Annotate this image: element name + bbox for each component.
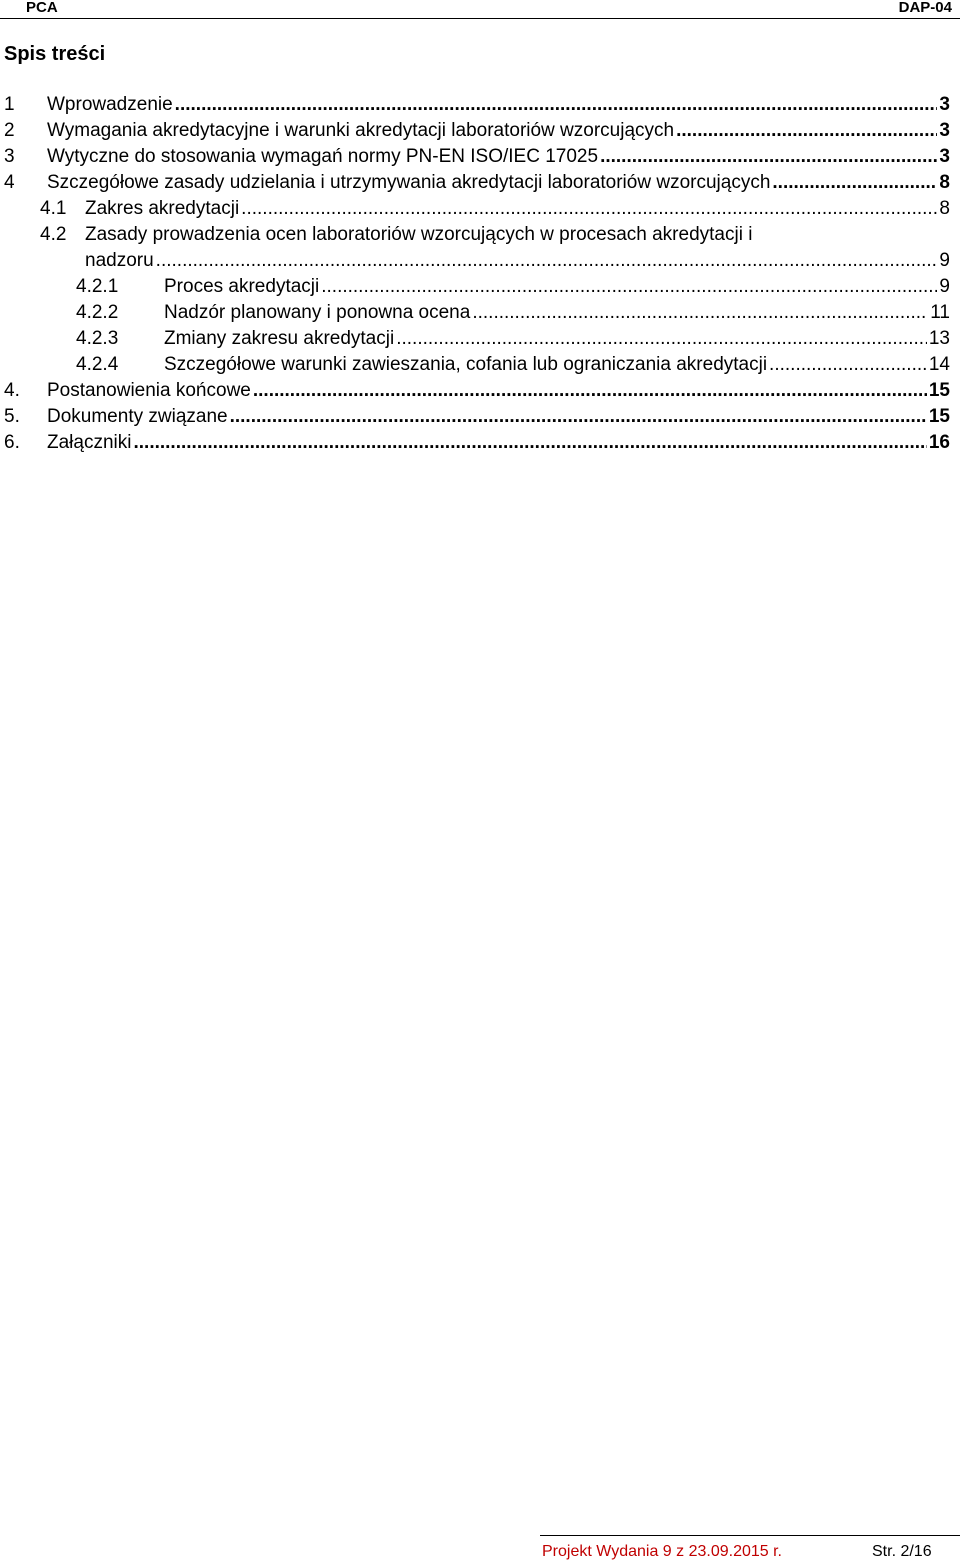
- toc-leader: [321, 274, 937, 300]
- toc-entry-page: 11: [930, 302, 950, 323]
- toc-entry-body: [47, 404, 950, 430]
- toc-entry-text: Zmiany zakresu akredytacji: [164, 328, 395, 349]
- toc-entry-number: 4.: [4, 380, 20, 401]
- toc-leader: [253, 378, 927, 404]
- toc-entry-text: Szczegółowe zasady udzielania i utrzymywania akredytacji laboratoriów wzorcujących: [47, 172, 771, 193]
- toc-entry-page: 13: [928, 328, 950, 349]
- toc-entry-text: Dokumenty związane: [47, 406, 228, 427]
- toc-entry-text: Proces akredytacji: [164, 276, 320, 297]
- toc-entry-6[interactable]: [0, 430, 960, 456]
- toc-leader: [133, 430, 926, 456]
- toc-leader: [769, 352, 927, 378]
- toc-entry-number: 5.: [4, 406, 20, 427]
- toc-entry-body: [164, 274, 950, 300]
- toc-entry-text: Postanowienia końcowe: [47, 380, 251, 401]
- toc-entry-body: [47, 144, 950, 170]
- toc-entry-page: 3: [939, 146, 950, 167]
- toc-entry-4-2-3[interactable]: [0, 326, 960, 352]
- toc-entry-text: Załączniki: [47, 432, 132, 453]
- toc-entry-4-2[interactable]: [0, 248, 960, 274]
- toc-entry-page: 8: [939, 198, 950, 219]
- toc-entry-page: 9: [939, 276, 950, 297]
- toc-entry-number: 4.2.2: [76, 302, 119, 323]
- toc-leader: [230, 404, 927, 430]
- toc-entry-number: 3: [4, 146, 15, 167]
- toc-entry-body: [85, 196, 950, 222]
- toc-entry-5[interactable]: [0, 404, 960, 430]
- toc-leader: [396, 326, 927, 352]
- toc-entry-text: Nadzór planowany i ponowna ocena: [164, 302, 471, 323]
- toc-leader: [676, 118, 937, 144]
- toc-entry-body: [164, 352, 950, 378]
- toc-entry-text: Wymagania akredytacyjne i warunki akredytacji laboratoriów wzorcujących: [47, 120, 675, 141]
- toc-entry-number: 4.1: [40, 198, 67, 219]
- toc-entry-page: 14: [928, 354, 950, 375]
- toc-entry-text: Zakres akredytacji: [85, 198, 240, 219]
- toc-leader: [241, 196, 937, 222]
- footer-project-edition: Projekt Wydania 9 z 23.09.2015 r.: [542, 1543, 782, 1560]
- toc-entry-number: 4.2.3: [76, 328, 119, 349]
- toc-entry-body: [47, 92, 950, 118]
- toc-entry-number: 4.2.4: [76, 354, 119, 375]
- toc-entry-2[interactable]: [0, 118, 960, 144]
- toc-entry-page: 9: [939, 250, 950, 271]
- toc-entry-text: nadzoru: [85, 250, 154, 271]
- toc-entry-text: Wprowadzenie: [47, 94, 173, 115]
- toc-leader: [472, 300, 928, 326]
- toc-entry-body: [47, 170, 950, 196]
- toc-entry-4[interactable]: [0, 170, 960, 196]
- toc-entry-body: [47, 430, 950, 456]
- toc-entry-page: 16: [928, 432, 950, 453]
- toc-entry-number: 6.: [4, 432, 20, 453]
- toc-entry-body: [164, 300, 950, 326]
- header-org: PCA: [26, 0, 58, 16]
- toc-leader: [156, 248, 938, 274]
- toc-entry-body: [164, 326, 950, 352]
- toc-entry-4-2-line1[interactable]: [0, 222, 960, 248]
- toc-entry-4-2-1[interactable]: [0, 274, 960, 300]
- toc-entry-page: 15: [928, 406, 950, 427]
- toc-entry-number: 2: [4, 120, 15, 141]
- toc-entry-body: [47, 118, 950, 144]
- toc-entry-text: Szczegółowe warunki zawieszania, cofania lub ograniczania akredytacji: [164, 354, 768, 375]
- toc-entry-page: 15: [928, 380, 950, 401]
- toc-entry-number: 4.2.1: [76, 276, 119, 297]
- page-footer: [540, 1535, 960, 1560]
- toc-entry-text-line1: Zasady prowadzenia ocen laboratoriów wzorcujących w procesach akredytacji i: [85, 224, 753, 245]
- toc-leader: [772, 170, 937, 196]
- toc-leader: [175, 92, 938, 118]
- toc-title: Spis treści: [4, 43, 106, 65]
- toc-entry-page: 8: [939, 172, 950, 193]
- toc-leader: [600, 144, 937, 170]
- toc-entry-4-2-4[interactable]: [0, 352, 960, 378]
- toc-entry-body: [85, 248, 950, 274]
- toc-entry-page: 3: [939, 94, 950, 115]
- toc-entry-page: 3: [939, 120, 950, 141]
- toc-entry-4-final[interactable]: [0, 378, 960, 404]
- toc-entry-3[interactable]: [0, 144, 960, 170]
- toc-entry-1[interactable]: [0, 92, 960, 118]
- toc-entry-body: [47, 378, 950, 404]
- toc-entry-4-1[interactable]: [0, 196, 960, 222]
- toc-entry-number: 4: [4, 172, 15, 193]
- toc-entry-text: Wytyczne do stosowania wymagań normy PN-EN ISO/IEC 17025: [47, 146, 599, 167]
- toc-entry-4-2-2[interactable]: [0, 300, 960, 326]
- toc-entry-number: 1: [4, 94, 15, 115]
- page-header: [0, 0, 960, 19]
- header-doc-code: DAP-04: [898, 0, 952, 16]
- footer-page-number: Str. 2/16: [872, 1543, 932, 1560]
- toc-entry-number: 4.2: [40, 224, 67, 245]
